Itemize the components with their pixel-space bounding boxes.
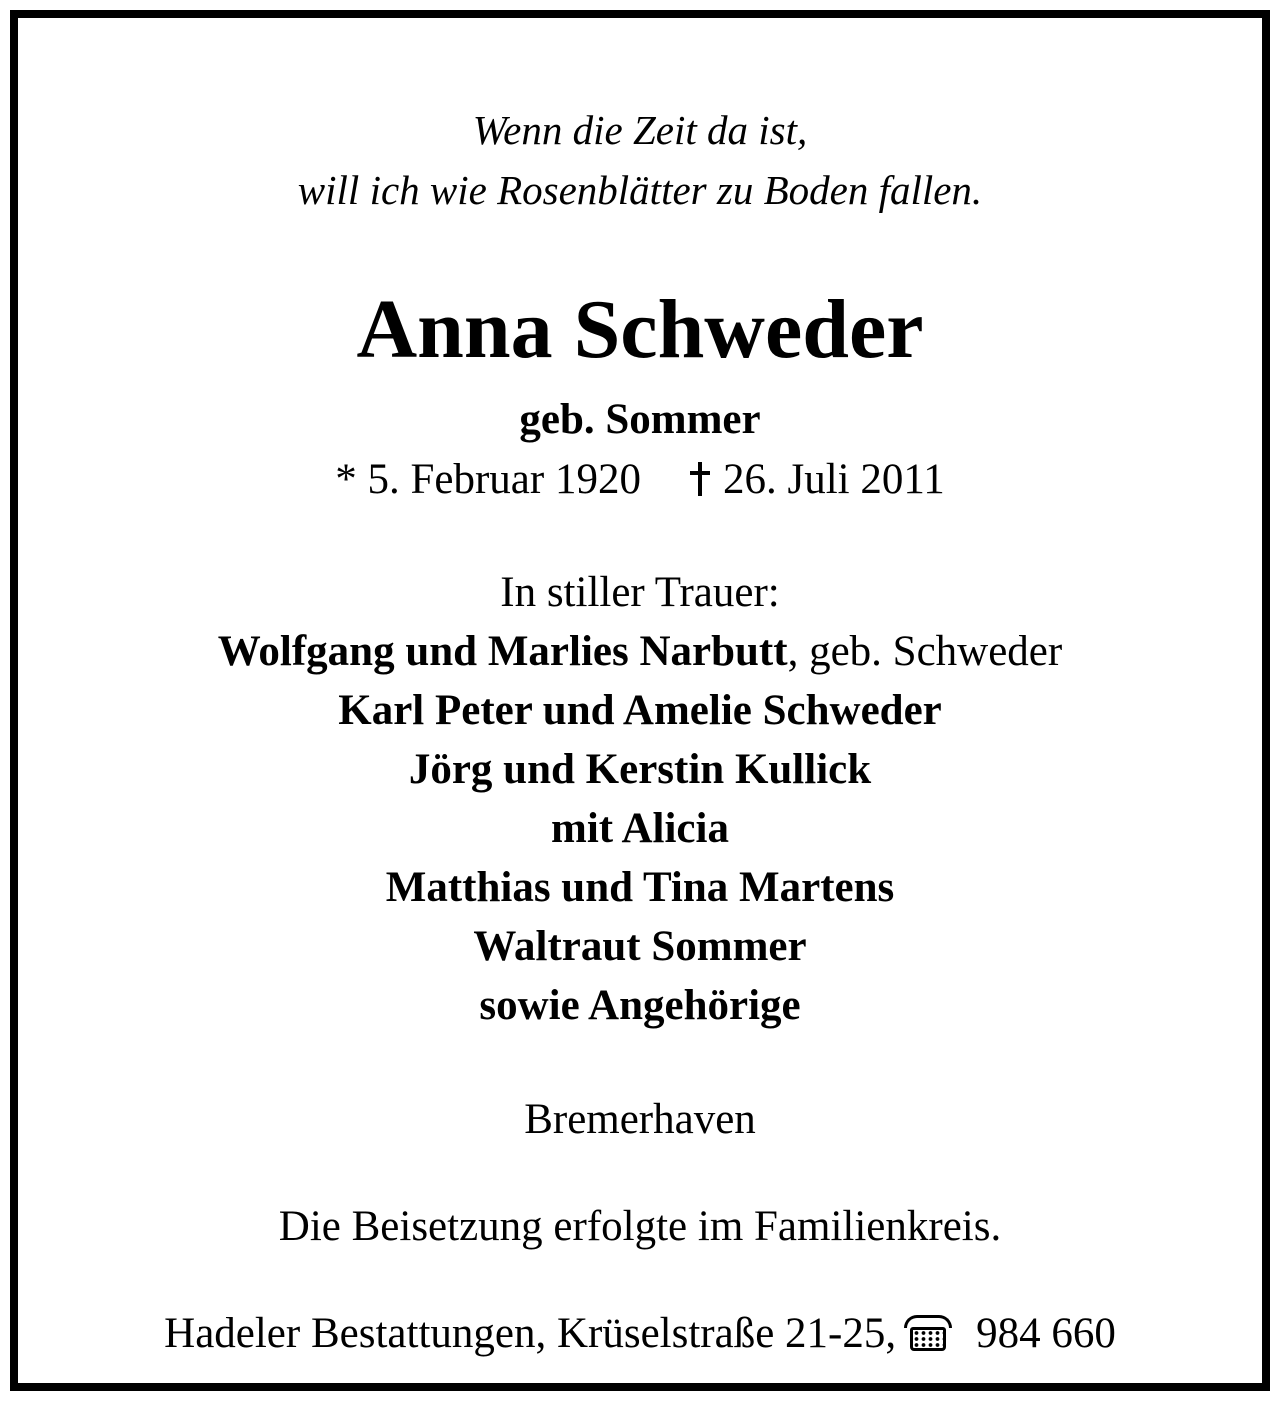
motto-line-1: Wenn die Zeit da ist, (472, 107, 808, 153)
mourner-line (18, 866, 1262, 909)
mourner-name: Matthias und Tina Martens (385, 864, 895, 911)
mourning-intro: In stiller Trauer: (500, 569, 780, 616)
mourner-line (18, 689, 1262, 732)
life-dates (18, 458, 1262, 501)
motto-line-2: will ich wie Rosenblätter zu Boden fallen. (297, 167, 983, 213)
mourner-line (18, 748, 1262, 791)
mourner-name: Wolfgang und Marlies Narbutt (217, 628, 788, 675)
mourner-line (18, 984, 1262, 1027)
burial-note: Die Beisetzung erfolgte im Familienkreis. (278, 1203, 1002, 1250)
obituary-frame (10, 10, 1270, 1391)
mourner-name: Waltraut Sommer (473, 923, 807, 970)
mourner-name: mit Alicia (551, 805, 729, 852)
mourner-line (18, 925, 1262, 968)
birth-name: geb. Sommer (519, 396, 761, 443)
mourner-name: Karl Peter und Amelie Schweder (338, 687, 942, 734)
mourner-line (18, 807, 1262, 850)
location: Bremerhaven (524, 1096, 756, 1143)
mourner-name: Jörg und Kerstin Kullick (408, 746, 872, 793)
deceased-name: Anna Schweder (356, 283, 924, 376)
undertaker-phone: 984 660 (976, 1310, 1116, 1357)
mourner-line (18, 630, 1262, 673)
undertaker-text: Hadeler Bestattungen, Krüselstraße 21-25, (164, 1310, 897, 1357)
telephone-icon (902, 1315, 952, 1349)
mourner-suffix: , geb. Schweder (787, 628, 1063, 675)
mourner-name: sowie Angehörige (479, 982, 801, 1029)
cross-icon (689, 462, 711, 496)
death-date: 26. Juli 2011 (722, 456, 945, 503)
birth-date: * 5. Februar 1920 (335, 456, 641, 503)
undertaker-line (18, 1312, 1262, 1355)
